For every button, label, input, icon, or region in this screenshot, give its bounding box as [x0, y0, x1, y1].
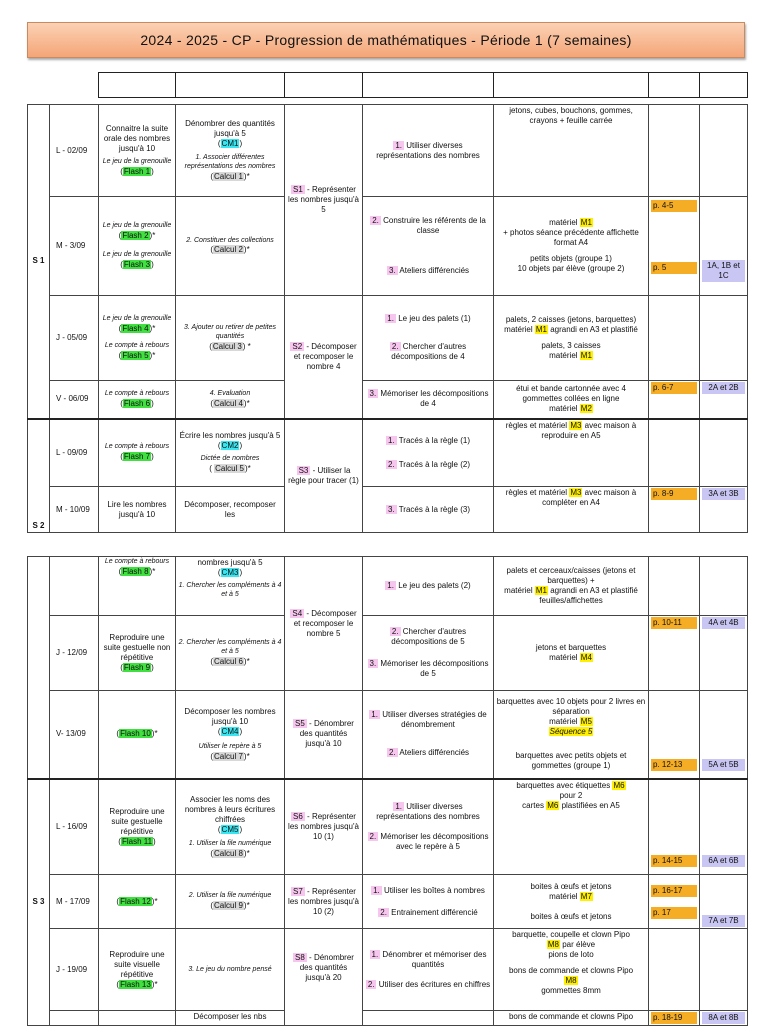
cm-badge: CM3 — [221, 568, 239, 577]
sequence-title: - Représenter les nombres jusqu'à 10 (1) — [288, 811, 359, 841]
calcul-badge: Calcul 3 — [212, 341, 242, 351]
sequence-title: - Décomposer et recomposer le nombre 5 — [293, 608, 357, 638]
sequence-number: S8 — [295, 953, 305, 962]
objective-text: Lire les nombres jusqu'à 10 — [107, 499, 167, 519]
cm-badge: CM2 — [221, 441, 239, 451]
page-badge: p. 6-7 — [651, 382, 697, 394]
table-row: S 2 L - 09/09 Le compte à rebours (Flash 7) Écrire les nombres jusqu'à 5 (CM2) Dictée de nombres ( Calcul 5)* S3 - Utiliser la règle pour tracer (1) 1. Tracés à la règle (1) 2. Tracés à la règle (2) règles et matériel M3 avec maison à reproduire en A5 — [28, 419, 748, 487]
objective-text: Écrire les nombres jusqu'à 5 — [179, 431, 281, 441]
exercise-badge: 3A et 3B — [702, 488, 745, 500]
page-badge: p. 14-15 — [651, 855, 697, 867]
date-cell: L - 09/09 — [50, 419, 99, 487]
material-text: jetons, cubes, bouchons, gommes, crayons + feuille carrée — [509, 106, 633, 125]
game-text: Le jeu de la grenouille — [102, 158, 172, 166]
sequence-title: - Dénombrer des quantités jusqu'à 10 — [299, 719, 354, 749]
objective-text: Dénombrer des quantités jusqu'à 5 — [185, 119, 275, 139]
activity-text: 3. Ajouter ou retirer de petites quantités — [184, 324, 276, 340]
page-badge: p. 4-5 — [651, 200, 697, 212]
sequence-number: S7 — [293, 886, 303, 896]
sequence-title: - Représenter les nombres jusqu'à 5 — [288, 185, 359, 214]
flash-badge: Flash 1 — [123, 166, 151, 176]
table-row: V - 06/09 Le compte à rebours (Flash 6) 4. Evaluation (Calcul 4)* 3. Mémoriser les décompositions de 4 étui et bande cartonnée avec 4 gommettes collées en ligne matériel M2 p. 6-7 2A et 2B — [28, 381, 748, 419]
date-cell: M - 17/09 — [50, 875, 99, 929]
progression-table-page2 — [27, 556, 748, 1026]
exercise-badge: 8A et 8B — [702, 1012, 745, 1024]
table-row: Le compte à rebours (Flash 8)* nombres jusqu'à 5 (CM3) 1. Chercher les compléments à 4 et à 5 S4 - Décomposer et recomposer le nombre 5 1. Le jeu des palets (2) palets et cerceaux/caisses (jetons et barquettes) + matériel M1 agrandi en A3 et plastifié feuilles/affichettes — [28, 557, 748, 616]
exercise-badge: 7A et 7B — [702, 915, 745, 927]
week-label: S 2 — [28, 419, 50, 533]
date-cell: J - 12/09 — [50, 616, 99, 691]
date-cell: J - 05/09 — [50, 296, 99, 381]
week-label: S 1 — [28, 105, 50, 419]
page-badge: p. 16-17 — [651, 885, 697, 897]
calcul-badge: Calcul 2 — [213, 245, 243, 255]
table-row: M - 17/09 (Flash 12)* 2. Utiliser la file numérique (Calcul 9)* S7 - Représenter les nombres jusqu'à 10 (2) 1. Utiliser les boîtes à nombres 2. Entrainement différencié boites à œufs et jetons matériel M7 boites à œufs et jetons p. 16-17 p. 17 7A et 7B — [28, 875, 748, 929]
table-row: S 3 L - 16/09 Reproduire une suite gestuelle répétitive (Flash 11) Associer les noms des nombres à leurs écritures chiffrées (CM5) 1. Utiliser la file numérique (Calcul 8)* S6 - Représenter les nombres jusqu'à 10 (1) 1. Utiliser diverses représentations des nombres 2. Mémoriser les décompositions avec le repère à 5 barquettes avec étiquettes M6 pour 2 cartes M6 plastifiées en A5 p. 14-15 6A et 6B — [28, 779, 748, 875]
table-row: Décomposer les nbs bons de commande et clowns Pipo p. 18-19 8A et 8B — [28, 1011, 748, 1026]
activity-text: 2. Constituer des collections — [186, 236, 274, 244]
session-text: Ateliers différenciés — [399, 266, 470, 275]
progression-table-page1 — [27, 72, 748, 533]
sequence-number: S5 — [295, 719, 305, 729]
date-cell: V - 06/09 — [50, 381, 99, 419]
page-badge: p. 5 — [651, 262, 697, 274]
date-cell: L - 02/09 — [50, 105, 99, 197]
session-text: Construire les référents de la classe — [383, 216, 486, 235]
session-text: Chercher d'autres décompositions de 4 — [391, 342, 467, 361]
exercise-badge: 2A et 2B — [702, 382, 745, 394]
table-row: J - 19/09 Reproduire une suite visuelle répétitive (Flash 13)* 3. Le jeu du nombre pensé S8 - Dénombrer des quantités jusqu'à 20 1. Dénombrer et mémoriser des quantités 2. Utiliser des écritures en chiffres barquette, coupelle et clown Pipo M8 par élève pions de loto bons de commande et clowns Pipo M8 gommettes 8mm — [28, 929, 748, 1011]
sequence-number: S4 — [292, 608, 303, 618]
page-badge: p. 10-11 — [651, 617, 697, 629]
activity-text: 4. Evaluation — [209, 389, 251, 397]
header-row — [28, 73, 748, 98]
session-text: Utiliser diverses représentations des nombres — [376, 140, 480, 160]
page-title-banner — [27, 22, 745, 58]
table-row: J - 12/09 Reproduire une suite gestuelle non répétitive (Flash 9) 2. Chercher les compléments à 4 et à 5 (Calcul 6)* 2. Chercher d'autres décompositions de 5 3. Mémoriser les décompositions de 5 jetons et barquettes matériel M4 p. 10-11 4A et 4B — [28, 616, 748, 691]
sequence-number: S3 — [298, 465, 309, 475]
table-row: M - 10/09 Lire les nombres jusqu'à 10 Décomposer, recomposer les 3. Tracés à la règle (3) règles et matériel M3 avec maison à compléter en A4 p. 8-9 3A et 3B — [28, 487, 748, 533]
exercise-badge: 1A, 1B et 1C — [702, 260, 745, 282]
date-cell: M - 3/09 — [50, 197, 99, 296]
date-cell: V- 13/09 — [50, 691, 99, 779]
sequence-number: S6 — [293, 811, 303, 821]
week-label: S 3 — [28, 779, 50, 1026]
calcul-badge: Calcul 5 — [215, 464, 244, 474]
date-cell: M - 10/09 — [50, 487, 99, 533]
table-row: S 1 L - 02/09 Connaitre la suite orale des nombres jusqu'à 10 Le jeu de la grenouille (Flash 1) Dénombrer des quantités jusqu'à 5 (CM1) 1. Associer différentes représentations des nombres (Calcul 1)* S1 - Représenter les nombres jusqu'à 5 1. Utiliser diverses représentations des nombres jetons, cubes, bouchons, gommes, crayons + feuille carrée — [28, 105, 748, 197]
calcul-badge: Calcul 4 — [213, 398, 243, 408]
session-text: Le jeu des palets (1) — [398, 314, 471, 323]
sequence-title: - Utiliser la règle pour tracer (1) — [288, 465, 359, 485]
sequence-title: - Dénombrer des quantités jusqu'à 20 — [299, 953, 354, 982]
activity-text: 1. Associer différentes représentations des nombres — [184, 154, 276, 170]
page-title: 2024 - 2025 - CP - Progression de mathématiques - Période 1 (7 semaines) — [140, 32, 632, 48]
date-cell: J - 19/09 — [50, 929, 99, 1011]
objective-text: Décomposer, recomposer les — [184, 499, 276, 519]
sequence-number: S2 — [292, 341, 303, 351]
page-badge: p. 17 — [651, 907, 697, 919]
exercise-badge: 4A et 4B — [702, 617, 745, 629]
table-row: M - 3/09 Le jeu de la grenouille (Flash 2)* Le jeu de la grenouille (Flash 3) 2. Constituer des collections (Calcul 2)* 2. Construire les référents de la classe 3. Ateliers différenciés matériel M1 + photos séance précédente affichette format A4 petits objets (groupe 1) 10 objets par élève (groupe 2) p. 4-5 p. 5 1A, 1B et 1C — [28, 197, 748, 296]
sequence-number: S1 — [293, 185, 303, 194]
page-badge: p. 12-13 — [651, 759, 697, 771]
calcul-badge: Calcul 1 — [213, 171, 243, 181]
exercise-badge: 6A et 6B — [702, 855, 745, 867]
sequence-title: - Représenter les nombres jusqu'à 10 (2) — [288, 886, 359, 916]
date-cell: L - 16/09 — [50, 779, 99, 875]
session-text: Mémoriser les décompositions de 4 — [380, 389, 489, 409]
objective-text: Connaitre la suite orale des nombres jusqu'à 10 — [103, 124, 171, 154]
sequence-title: - Décomposer et recomposer le nombre 4 — [293, 341, 357, 371]
page-badge: p. 18-19 — [651, 1012, 697, 1024]
exercise-badge: 5A et 5B — [702, 759, 745, 771]
cm-badge: CM1 — [221, 139, 239, 149]
table-row: J - 05/09 Le jeu de la grenouille (Flash 4)* Le compte à rebours (Flash 5)* 3. Ajouter ou retirer de petites quantités (Calcul 3) * S2 - Décomposer et recomposer le nombre 4 1. Le jeu des palets (1) 2. Chercher d'autres décompositions de 4 palets, 2 caisses (jetons, barquettes) matériel M1 agrandi en A3 et plastifié palets, 3 caisses matériel M1 — [28, 296, 748, 381]
page-badge: p. 8-9 — [651, 488, 697, 500]
table-row: V- 13/09 (Flash 10)* Décomposer les nombres jusqu'à 10 (CM4) Utiliser le repère à 5 (Calcul 7)* S5 - Dénombrer des quantités jusqu'à 10 1. Utiliser diverses stratégies de dénombrement 2. Ateliers différenciés barquettes avec 10 objets pour 2 livres en séparation matériel M5 Séquence 5 barquettes avec petits objets et gommettes (groupe 1) p. 12-13 5A et 5B — [28, 691, 748, 779]
